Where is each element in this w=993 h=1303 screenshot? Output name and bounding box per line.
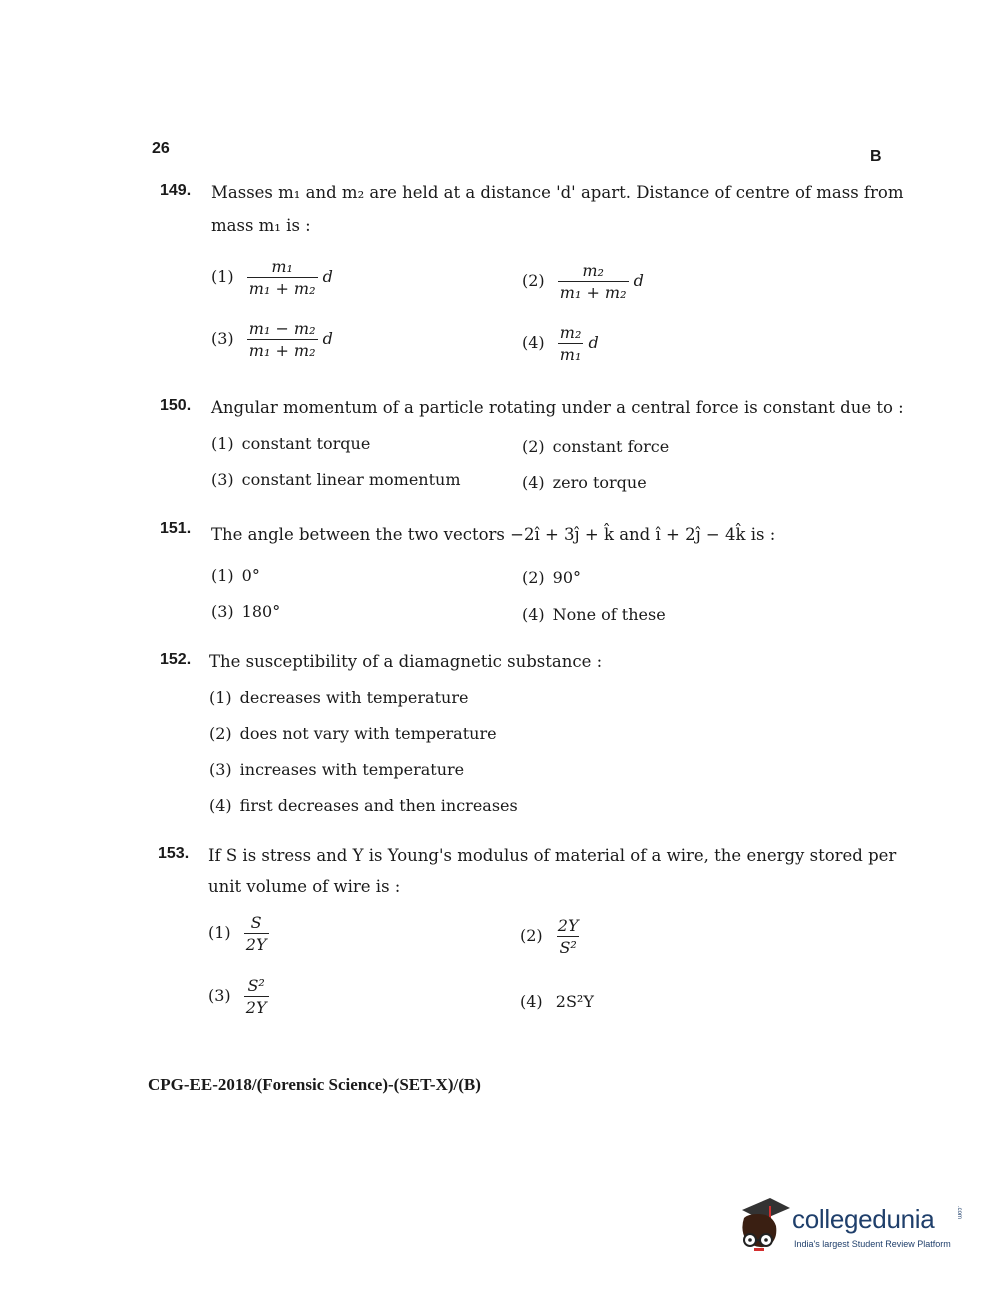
fraction-numerator: S² — [247, 976, 265, 995]
question-151-option-3[interactable] — [211, 602, 280, 621]
question-153-number: 153. — [158, 845, 190, 862]
option-text: 180° — [241, 602, 281, 621]
fraction — [244, 914, 269, 953]
fraction — [558, 262, 629, 301]
option-text: does not vary with temperature — [239, 724, 497, 743]
fraction-numerator: m₁ − m₂ — [248, 319, 316, 338]
mascot-icon — [736, 1196, 792, 1256]
question-152-number: 152. — [160, 651, 192, 668]
question-149-text-line2: mass m₁ is : — [211, 216, 311, 235]
option-text: constant torque — [241, 434, 371, 453]
option-label: (4) — [520, 992, 543, 1011]
option-label: (4) — [522, 333, 545, 353]
option-text: 2S²Y — [555, 992, 594, 1011]
option-label: (3) — [209, 760, 232, 779]
question-151-option-4[interactable] — [522, 605, 666, 624]
question-150-number: 150. — [160, 397, 192, 414]
option-text: constant linear momentum — [241, 470, 461, 489]
fraction-denominator: m₁ + m₂ — [248, 278, 316, 298]
question-153-option-2[interactable] — [520, 917, 581, 956]
option-label: (1) — [208, 923, 231, 943]
fraction-denominator: m₁ + m₂ — [248, 340, 316, 360]
question-150-text: Angular momentum of a particle rotating under a central force is constant due to : — [211, 398, 904, 417]
option-text: decreases with temperature — [239, 688, 469, 707]
fraction-denominator: S² — [559, 937, 577, 957]
option-text: 0° — [241, 566, 260, 585]
option-label: (2) — [520, 926, 543, 946]
option-label: (1) — [211, 267, 234, 287]
option-label: (4) — [522, 473, 545, 492]
question-149-number: 149. — [160, 182, 192, 199]
fraction — [244, 977, 269, 1016]
option-label: (3) — [211, 470, 234, 489]
option-text: zero torque — [552, 473, 647, 492]
option-suffix: d — [633, 271, 644, 291]
option-text: None of these — [552, 605, 666, 624]
option-label: (3) — [211, 329, 234, 349]
option-suffix: d — [322, 267, 333, 287]
logo-wordmark: collegedunia — [792, 1204, 935, 1234]
question-150-option-1[interactable] — [211, 434, 370, 453]
question-153-text-line2: unit volume of wire is : — [208, 877, 401, 896]
question-153-option-3[interactable] — [208, 977, 269, 1016]
option-label: (4) — [209, 796, 232, 815]
option-label: (2) — [522, 271, 545, 291]
question-149-option-2[interactable] — [522, 262, 644, 301]
fraction — [558, 324, 584, 363]
option-label: (1) — [211, 434, 234, 453]
fraction-numerator: S — [250, 913, 262, 932]
option-suffix: d — [588, 333, 599, 353]
option-text: first decreases and then increases — [239, 796, 518, 815]
set-code: B — [870, 148, 882, 165]
fraction-numerator: m₁ — [271, 257, 293, 276]
logo-domain: .com — [956, 1206, 962, 1220]
question-152-option-4[interactable] — [209, 796, 518, 815]
question-149-option-1[interactable] — [211, 258, 333, 297]
fraction-numerator: m₂ — [559, 323, 582, 342]
page-number: 26 — [152, 140, 170, 157]
fraction-denominator: m₁ — [559, 344, 582, 364]
fraction — [556, 917, 581, 956]
fraction-denominator: 2Y — [245, 997, 267, 1017]
question-149-option-3[interactable] — [211, 320, 333, 359]
option-label: (3) — [208, 986, 231, 1006]
fraction-numerator: m₂ — [582, 261, 604, 280]
question-151-option-2[interactable] — [522, 568, 581, 587]
question-151-number: 151. — [160, 520, 192, 537]
question-150-option-3[interactable] — [211, 470, 461, 489]
fraction-denominator: 2Y — [245, 934, 267, 954]
option-label: (2) — [522, 568, 545, 587]
question-151-text: The angle between the two vectors −2î + 3ĵ + k̂ and î + 2ĵ − 4k̂ is : — [211, 525, 776, 544]
collegedunia-logo — [736, 1196, 966, 1256]
option-text: increases with temperature — [239, 760, 465, 779]
question-152-option-2[interactable] — [209, 724, 497, 743]
question-152-option-3[interactable] — [209, 760, 464, 779]
question-152-text: The susceptibility of a diamagnetic substance : — [209, 652, 603, 671]
option-label: (3) — [211, 602, 234, 621]
fraction — [247, 320, 318, 359]
question-149-option-4[interactable] — [522, 324, 599, 363]
option-label: (4) — [522, 605, 545, 624]
fraction — [247, 258, 318, 297]
option-label: (1) — [211, 566, 234, 585]
option-text: 90° — [552, 568, 582, 587]
option-label: (1) — [209, 688, 232, 707]
question-150-option-4[interactable] — [522, 473, 647, 492]
question-153-option-4[interactable] — [520, 992, 594, 1011]
question-152-option-1[interactable] — [209, 688, 468, 707]
option-suffix: d — [322, 329, 333, 349]
option-text: constant force — [552, 437, 670, 456]
paper-code-footer: CPG-EE-2018/(Forensic Science)-(SET-X)/(B) — [148, 1075, 481, 1094]
fraction-numerator: 2Y — [557, 916, 579, 935]
question-153-option-1[interactable] — [208, 914, 269, 953]
question-151-option-1[interactable] — [211, 566, 260, 585]
fraction-denominator: m₁ + m₂ — [559, 282, 627, 302]
option-label: (2) — [209, 724, 232, 743]
question-153-text-line1: If S is stress and Y is Young's modulus of material of a wire, the energy stored per — [208, 846, 897, 865]
option-label: (2) — [522, 437, 545, 456]
question-150-option-2[interactable] — [522, 437, 669, 456]
logo-tagline: India's largest Student Review Platform — [794, 1239, 951, 1249]
question-149-text-line1: Masses m₁ and m₂ are held at a distance 'd' apart. Distance of centre of mass from — [211, 183, 904, 202]
